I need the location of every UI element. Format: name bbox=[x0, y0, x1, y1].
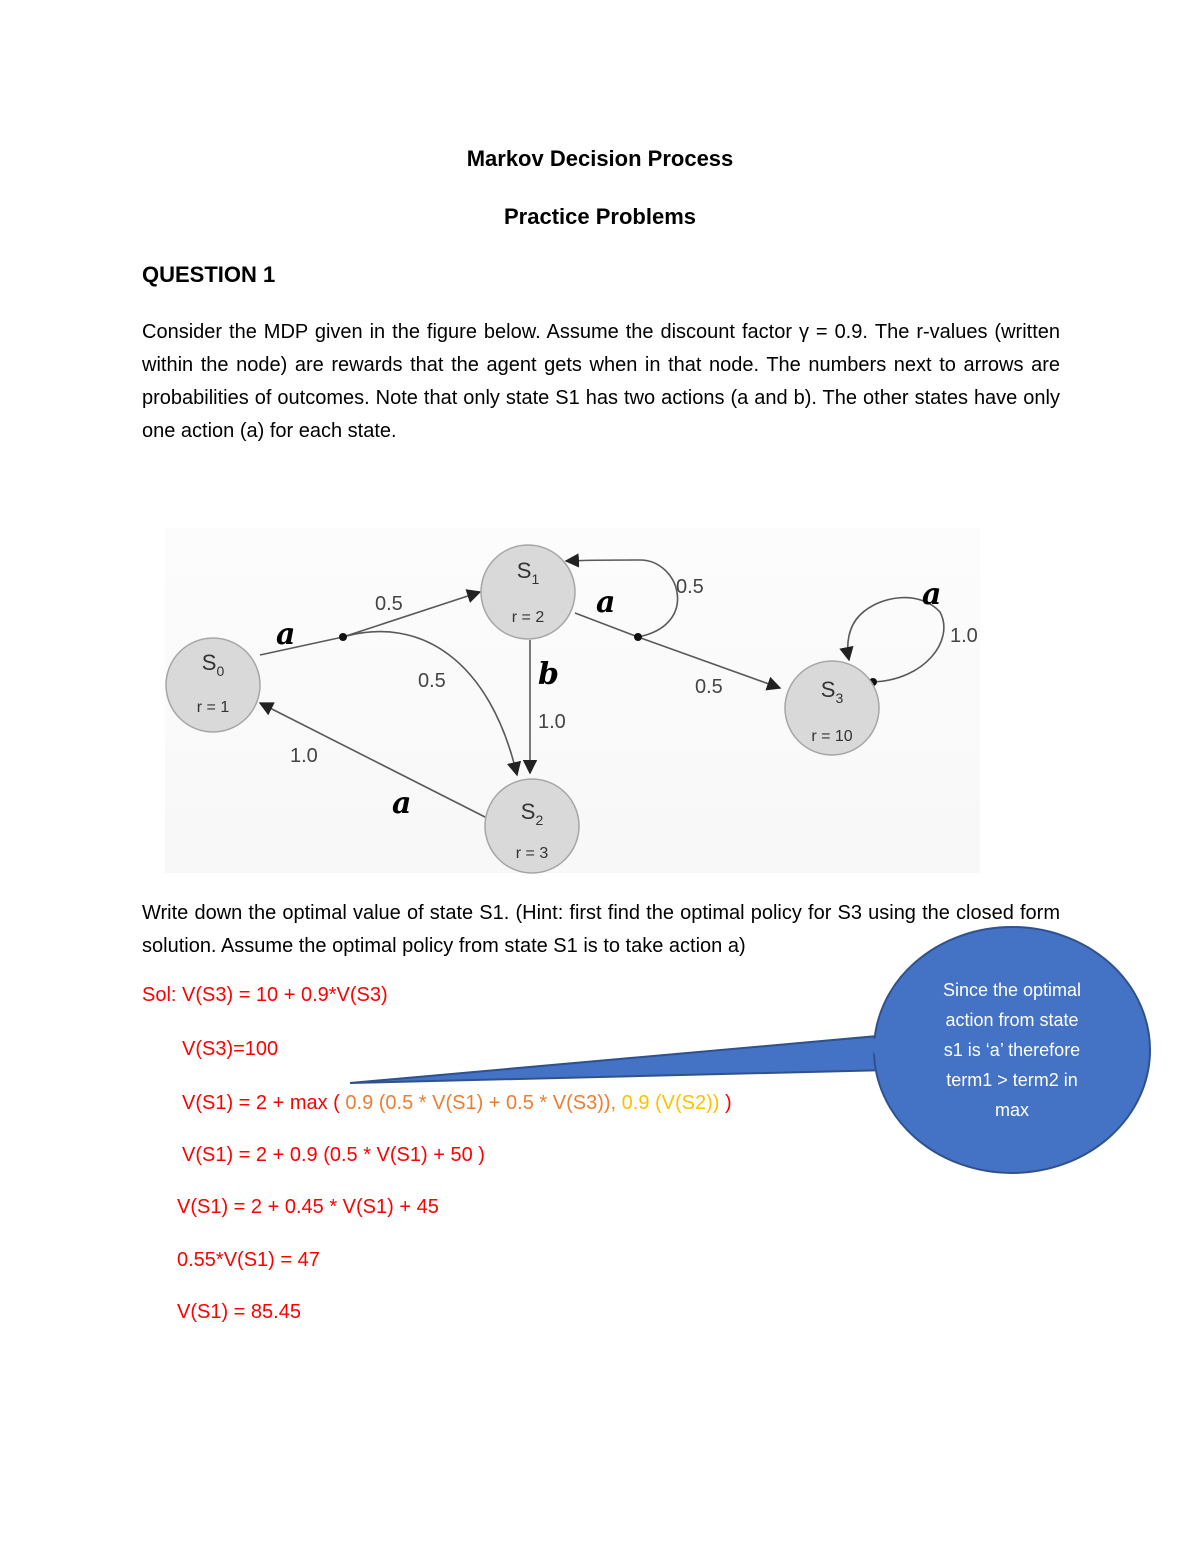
label-s1-loop: 0.5 bbox=[676, 576, 704, 598]
question-paragraph-text: Write down the optimal value of state S1. (Hint: first find the optimal policy for S3 using the closed form solution. Assume the optimal policy from state S1 is to take action a) bbox=[142, 902, 1060, 957]
solution-line-3-suffix: ) bbox=[725, 1092, 732, 1114]
callout-line-1: Since the optimal bbox=[942, 980, 1082, 1000]
solution-line-1: Sol: V(S3) = 10 + 0.9*V(S3) bbox=[142, 984, 388, 1006]
solution-line-6: 0.55*V(S1) = 47 bbox=[177, 1249, 320, 1271]
node-s2-reward: r = 3 bbox=[515, 845, 549, 862]
callout-line-2: action from state bbox=[945, 1010, 1079, 1030]
node-s0-sub: 0 bbox=[216, 663, 225, 679]
node-s2-name: S bbox=[520, 799, 536, 824]
label-s2-to-s0: 1.0 bbox=[290, 745, 318, 767]
action-label-s1-b: b bbox=[538, 657, 559, 692]
callout-text bbox=[922, 975, 1102, 1125]
action-label-s2: a bbox=[392, 786, 412, 821]
solution-line-2: V(S3)=100 bbox=[182, 1038, 279, 1060]
intro-paragraph bbox=[142, 316, 1060, 448]
callout-line-4: term1 > term2 in bbox=[946, 1070, 1078, 1090]
callout-pointer bbox=[350, 1036, 890, 1083]
node-s0-name: S bbox=[201, 650, 217, 675]
node-s2 bbox=[485, 779, 579, 873]
action-label-s3: a bbox=[922, 577, 942, 612]
node-s0-reward: r = 1 bbox=[196, 699, 230, 716]
intro-paragraph-text: Consider the MDP given in the figure below. Assume the discount factor γ = 0.9. The r-values (written within the node) are rewards that the agent gets when in that node. The numbers next to arrows are probabilities of outcomes. Note that only state S1 has two actions (a and b). The other states have only one action (a) for each state. bbox=[142, 321, 1060, 442]
solution-line-4: V(S1) = 2 + 0.9 (0.5 * V(S1) + 50 ) bbox=[182, 1144, 485, 1166]
solution-line-3-term2: 0.9 (V(S2)) bbox=[621, 1092, 720, 1114]
node-s3-reward: r = 10 bbox=[811, 728, 853, 745]
document-subtitle: Practice Problems bbox=[504, 204, 696, 229]
node-s0 bbox=[166, 638, 260, 732]
document-title: Markov Decision Process bbox=[466, 146, 734, 171]
callout-line-3: s1 is ‘a’ therefore bbox=[943, 1040, 1081, 1060]
solution-line-7: V(S1) = 85.45 bbox=[177, 1301, 301, 1323]
action-label-s0: a bbox=[276, 617, 296, 652]
node-s1 bbox=[481, 545, 575, 639]
mdp-diagram bbox=[160, 525, 990, 880]
node-s1-reward: r = 2 bbox=[511, 609, 545, 626]
node-s1-sub: 1 bbox=[531, 571, 540, 587]
question-heading: QUESTION 1 bbox=[142, 262, 276, 287]
label-s3-loop: 1.0 bbox=[950, 625, 978, 647]
label-s1-to-s2: 1.0 bbox=[538, 711, 566, 733]
solution-line-5: V(S1) = 2 + 0.45 * V(S1) + 45 bbox=[177, 1196, 439, 1218]
action-label-s1-a: a bbox=[596, 585, 616, 620]
node-s3 bbox=[785, 661, 879, 755]
node-s1-name: S bbox=[516, 558, 532, 583]
branch-dot-s0 bbox=[339, 633, 347, 641]
node-s3-sub: 3 bbox=[835, 690, 844, 706]
branch-dot-s1 bbox=[634, 633, 642, 641]
node-s2-sub: 2 bbox=[535, 812, 544, 828]
label-s0-to-s2: 0.5 bbox=[418, 670, 446, 692]
solution-line-3-prefix: V(S1) = 2 + max ( bbox=[182, 1092, 340, 1114]
solution-line-3-term1: 0.9 (0.5 * V(S1) + 0.5 * V(S3)), bbox=[345, 1092, 617, 1114]
label-s1-to-s3: 0.5 bbox=[695, 676, 723, 698]
label-s0-to-s1: 0.5 bbox=[375, 593, 403, 615]
callout-line-5: max bbox=[994, 1100, 1029, 1120]
node-s3-name: S bbox=[820, 677, 836, 702]
